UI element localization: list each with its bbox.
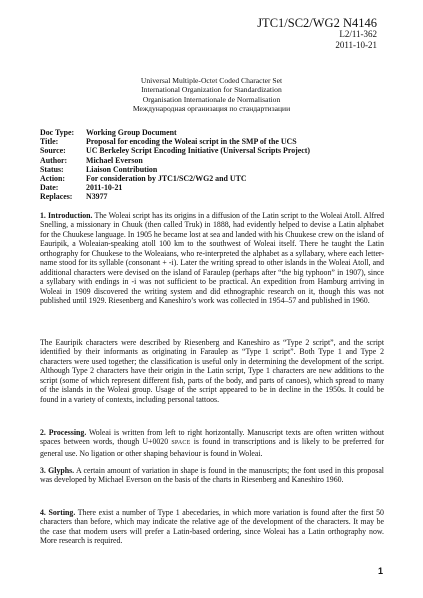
meta-value: Proposal for encoding the Woleai script in the SMP of the UCS	[86, 137, 297, 147]
meta-row	[40, 128, 310, 137]
l2-number: L2/11-362	[339, 29, 377, 39]
section-processing	[40, 428, 384, 458]
meta-value: Michael Everson	[86, 155, 143, 165]
document-header	[257, 18, 377, 51]
meta-row	[40, 137, 310, 146]
space-small-caps: SPACE	[171, 440, 191, 447]
introduction-paragraph-2	[40, 338, 384, 404]
section-heading: 2. Processing.	[40, 428, 87, 437]
section-introduction	[40, 211, 384, 306]
section-text: is found in transcriptions and is likely to be preferred for general use. No ligation or other shaping behaviour is found in Woleai.	[40, 437, 384, 458]
org-line: International Organization for Standardization	[141, 85, 282, 95]
meta-row	[40, 156, 310, 165]
meta-value: 2011-10-21	[86, 183, 123, 193]
meta-key: Source:	[40, 146, 66, 156]
meta-key: Title:	[40, 137, 59, 147]
meta-value: UC Berkeley Script Encoding Initiative (Universal Scripts Project)	[86, 146, 311, 156]
meta-key: Doc Type:	[40, 128, 75, 137]
meta-value: Working Group Document	[86, 128, 177, 137]
doc-number-prefix: JTC1/SC2/WG2	[257, 16, 340, 30]
section-text: Woleai is written from left to right horizontally. Manuscript texts are often written without spaces between words, though U+0020	[40, 428, 385, 447]
page-number: 1	[377, 566, 383, 576]
meta-value: For consideration by JTC1/SC2/WG2 and UTC	[86, 174, 247, 184]
meta-key: Action:	[40, 174, 65, 184]
section-glyphs	[40, 466, 384, 485]
meta-key: Status:	[40, 164, 64, 174]
header-date: 2011-10-21	[335, 40, 377, 50]
org-line: Международная организация по стандартизации	[132, 103, 291, 113]
section-text: A certain amount of variation in shape is found in the manuscripts; the font used in this proposal was developed by Michael Everson on the basis of the charts in Riesenberg and Kaneshiro 1960.	[40, 466, 384, 485]
section-text: The Woleai script has its origins in a diffusion of the Latin script to the Woleai Atoll. Alfred Snelling, a missionary in Chuuk (then called Truk) in 1888, had evidently helped to devise a Latin alphabet for the Chuukese language. In 1905 he became lost at sea and landed with his Chuukese crew on the island of Eauripik, a Woleaian-speaking atoll 100 km to the southwest of Woleai itself. There he taught the Latin orthography for Chuukese to the Woleaians, who re-interpreted the alphabet as a syllabary, where each letter-name stood for its syllable (consonant + -i). Later the writing spread to other islands in the Woleai Atoll, and additional characters were devised on the island of Faraulep (perhaps after “the big typhoon” in 1907), since a syllabary with endings in -i was not sufficient to be practical. An expedition from Hamburg arriving in Woleai in 1909 discovered the writing system and did ethnographic research on it, though this was not published until 1929. Riesenberg and Kaneshiro’s work was collected in 1954–57 and published in 1960.	[40, 211, 384, 306]
metadata-table	[40, 128, 310, 202]
meta-row	[40, 174, 310, 183]
section-heading: 3. Glyphs.	[40, 466, 75, 475]
section-text: There exist a number of Type 1 abecedaries, in which more variation is found after the first 50 characters than before, which may indicate the relative age of the development of the characters. It may be the case that modern users will prefer a Latin-based ordering, since Woleai has a Latin orthography now. More research is required.	[40, 508, 384, 546]
meta-row	[40, 192, 310, 201]
meta-value: N3977	[86, 192, 108, 202]
doc-number: N4146	[342, 16, 377, 30]
meta-value: Liaison Contribution	[86, 164, 158, 174]
meta-row	[40, 165, 310, 174]
organization-block	[0, 76, 423, 113]
meta-row	[40, 146, 310, 155]
org-line: Organisation Internationale de Normalisation	[142, 94, 281, 104]
meta-key: Author:	[40, 155, 68, 165]
meta-key: Replaces:	[40, 192, 73, 202]
meta-key: Date:	[40, 183, 59, 193]
doc-number-line	[257, 18, 377, 29]
section-text: The Eauripik characters were described by Riesenberg and Kaneshiro as “Type 2 script”, and the script identified by their informants as originating in Faraulep as “Type 1 script”. Both Type 1 and Type 2 characters were used together; the classification is useful only in determining the development of the script. Although Type 2 characters have their origin in the Latin script, Type 1 characters are new additions to the script (some of which represent different fish, parts of the body, and parts of canoes), which spread to many of the islands in the Woleai group. Usage of the script appeared to be in decline in the 1950s. It could be found in a variety of contexts, including personal tattoos.	[40, 338, 384, 404]
section-heading: 4. Sorting.	[40, 508, 76, 517]
meta-row	[40, 183, 310, 192]
org-line: Universal Multiple-Octet Coded Character Set	[140, 76, 283, 85]
section-heading: 1. Introduction.	[40, 211, 93, 220]
section-sorting	[40, 508, 384, 546]
